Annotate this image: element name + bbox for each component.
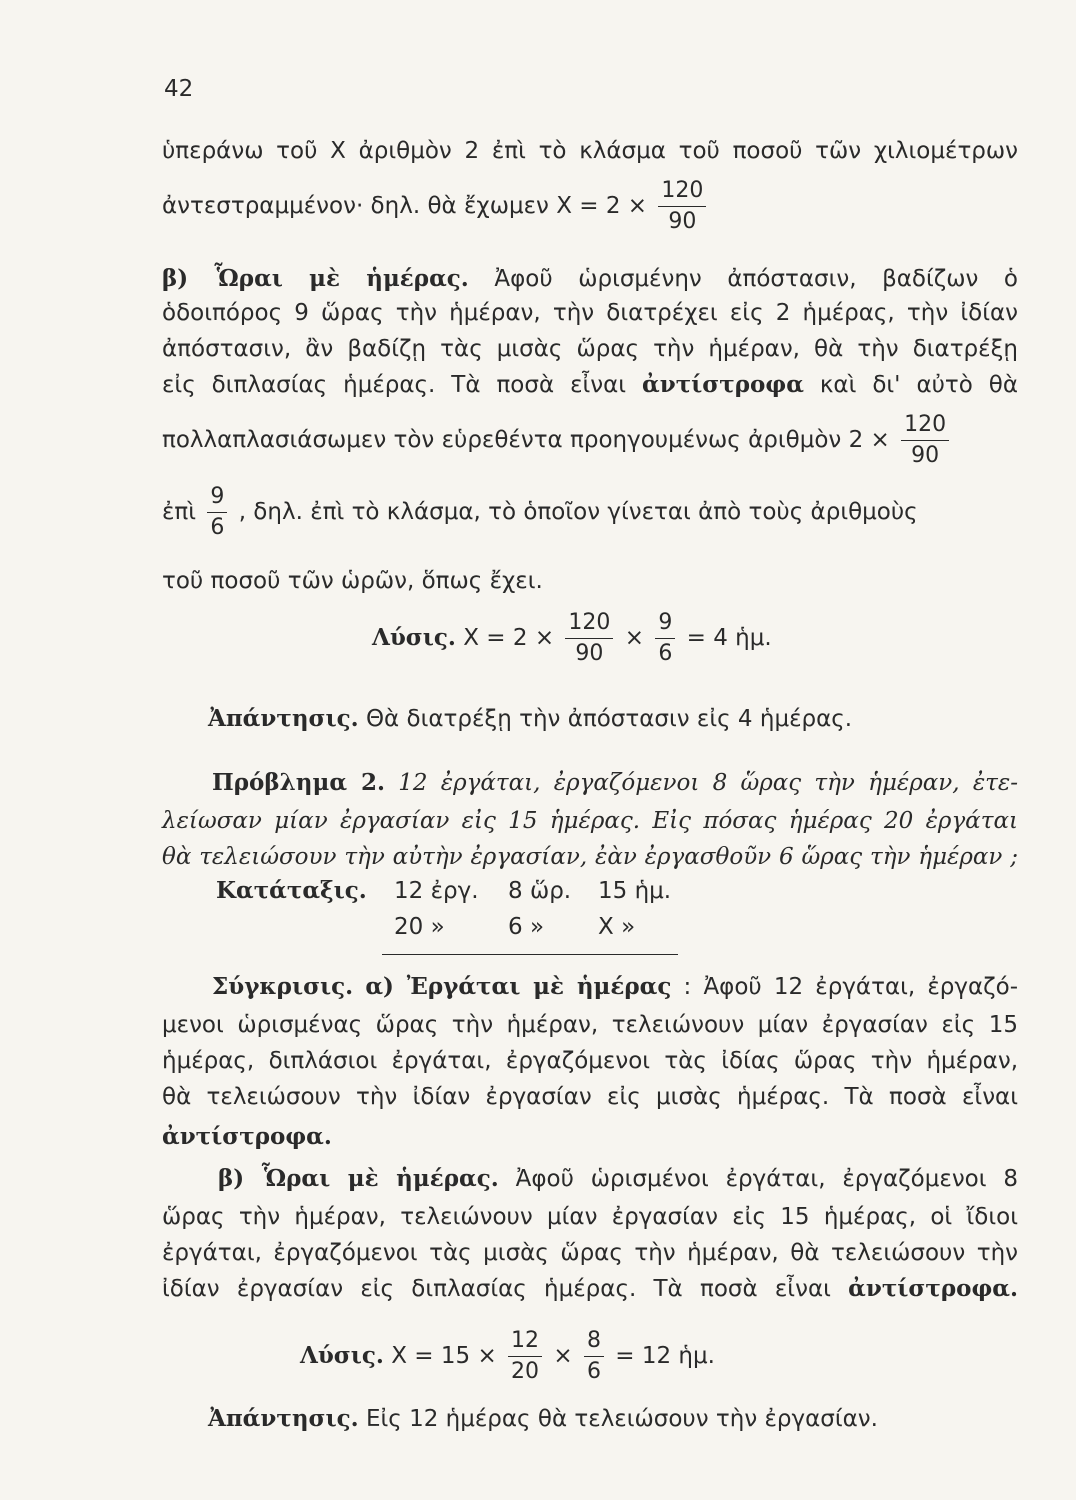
text-line: ἡμέρας, διπλάσιοι ἐργάται, ἐργαζόμενοι τὰς ἰδίας ὥρας τὴν ἡμέραν, [162,1048,1018,1074]
solution-line [300,1330,940,1383]
answer-label: Ἀπάντησις. [208,705,359,732]
page-number: 42 [164,76,194,102]
fraction-numerator: 120 [658,180,706,207]
comparison-label: Σύγκρισις. [212,973,354,1000]
text-line: ἐργάται, ἐργαζόμενοι τὰς μισὰς ὥρας τὴν ἡμέραν, θὰ τελειώσουν τὴν [162,1240,1018,1266]
arrangement-cell: 15 ἡμ. [598,878,672,904]
text-segment: πολλαπλασιάσωμεν τὸν εὑρεθέντα προηγουμένως ἀριθμὸν 2 × [162,427,890,453]
text-segment: ἐπὶ [162,499,197,525]
section-heading: β) Ὧραι μὲ ἡμέρας. [218,1165,499,1192]
expression-start: Χ = 2 × [463,625,555,651]
fraction-numerator: 120 [901,414,949,441]
solution-label: Λύσις. [300,1342,384,1369]
fraction [207,486,227,539]
fraction-denominator: 90 [911,443,940,468]
fraction-denominator: 90 [668,209,697,234]
text-segment: εἰς διπλασίας ἡμέρας. Τὰ ποσὰ εἶναι [162,372,627,398]
arrangement-cell: 12 ἐργ. [394,878,479,904]
fraction [655,612,675,665]
fraction [508,1330,542,1383]
fraction-numerator: 9 [655,612,675,639]
answer-line [208,704,1008,734]
fraction-denominator: 6 [586,1359,601,1384]
expression-start: Χ = 15 × [391,1343,497,1369]
solution-label: Λύσις. [372,624,456,651]
section-heading: β) Ὧραι μὲ ἡμέρας. [162,265,469,292]
fraction-denominator: 20 [511,1359,540,1384]
arrangement-cell: Χ » [598,914,636,940]
expression-result: = 4 ἡμ. [686,625,772,651]
text-line [162,264,1018,294]
text-segment: , δηλ. ἐπὶ τὸ κλάσμα, τὸ ὁποῖον γίνεται ἀπὸ τοὺς ἀριθμοὺς [238,499,918,525]
text-segment: Ἀφοῦ ὡρισμένοι ἐργάται, ἐργαζόμενοι 8 [515,1166,1019,1192]
answer-line [208,1404,1008,1434]
answer-text: Εἰς 12 ἡμέρας θὰ τελειώσουν τὴν ἐργασίαν. [365,1406,878,1432]
bold-term: ἀντίστροφα. [848,1275,1019,1302]
answer-label: Ἀπάντησις. [208,1405,359,1432]
problem-line: θὰ τελειώσουν τὴν αὐτὴν ἐργασίαν, ἐὰν ἐργασθοῦν 6 ὥρας τὴν ἡμέραν ; [162,844,1018,870]
bold-term: ἀντίστροφα [642,371,804,398]
problem-line [212,768,1018,798]
bold-term: ἀντίστροφα. [162,1123,332,1150]
fraction-numerator: 120 [565,612,613,639]
problem-label: Πρόβλημα 2. [212,769,385,796]
fraction [565,612,613,665]
fraction-numerator: 12 [508,1330,542,1357]
arrangement-cell: 20 » [394,914,445,940]
text-line [162,180,1018,233]
text-line: θὰ τελειώσουν τὴν ἰδίαν ἐργασίαν εἰς μισὰς ἡμέρας. Τὰ ποσὰ εἶναι [162,1084,1018,1110]
answer-text: Θὰ διατρέξῃ τὴν ἀπόστασιν εἰς 4 ἡμέρας. [365,706,853,732]
text-segment: ἀντεστραμμένον· δηλ. θὰ ἔχωμεν Χ = 2 × [162,193,648,219]
fraction-denominator: 6 [658,641,673,666]
text-line [162,1274,1018,1304]
text-line: ὥρας τὴν ἡμέραν, τελειώνουν μίαν ἐργασίαν εἰς 15 ἡμέρας, οἱ ἴδιοι [162,1204,1018,1230]
arrangement-label: Κατάταξις. [216,877,367,904]
comparison-subheading: α) Ἐργάται μὲ ἡμέρας [365,973,672,1000]
fraction [584,1330,604,1383]
text-segment: ἰδίαν ἐργασίαν εἰς διπλασίας ἡμέρας. Τὰ ποσὰ εἶναι [162,1276,831,1302]
problem-line: λείωσαν μίαν ἐργασίαν εἰς 15 ἡμέρας. Εἰς πόσας ἡμέρας 20 ἐργάται [162,808,1018,834]
arrangement-cell: 6 » [508,914,545,940]
fraction-denominator: 90 [575,641,604,666]
text-line: τοῦ ποσοῦ τῶν ὡρῶν, ὅπως ἔχει. [162,568,543,594]
fraction-denominator: 6 [210,515,225,540]
times-sign: × [553,1343,573,1369]
fraction [658,180,706,233]
fraction [901,414,949,467]
problem-text: 12 ἐργάται, ἐργαζόμενοι 8 ὥρας τὴν ἡμέραν, ἐτε- [398,770,1019,796]
times-sign: × [624,625,644,651]
fraction-numerator: 8 [584,1330,604,1357]
solution-line [372,612,932,665]
text-segment: : Ἀφοῦ 12 ἐργάται, ἐργαζό- [683,974,1019,1000]
text-line: ἀπόστασιν, ἂν βαδίζῃ τὰς μισὰς ὥρας τὴν ἡμέραν, θὰ τὴν διατρέξῃ [162,336,1018,362]
text-line: μενοι ὡρισμένας ὥρας τὴν ἡμέραν, τελειώνουν μίαν ἐργασίαν εἰς 15 [162,1012,1018,1038]
text-line [162,370,1018,400]
text-line: ὑπεράνω τοῦ Χ ἀριθμὸν 2 ἐπὶ τὸ κλάσμα τοῦ ποσοῦ τῶν χιλιομέτρων [162,138,1018,164]
text-line [162,414,1018,467]
arrangement-cell: 8 ὥρ. [508,878,572,904]
text-line [212,972,1018,1002]
fraction-numerator: 9 [207,486,227,513]
text-segment: Ἀφοῦ ὡρισμένην ἀπόστασιν, βαδίζων ὁ [494,266,1019,292]
text-segment: καὶ δι' αὐτὸ θὰ [819,372,1019,398]
divider-line [382,954,678,955]
text-line [218,1164,1018,1194]
expression-result: = 12 ἡμ. [615,1343,715,1369]
text-line: ὁδοιπόρος 9 ὥρας τὴν ἡμέραν, τὴν διατρέχει εἰς 2 ἡμέρας, τὴν ἰδίαν [162,300,1018,326]
text-line [162,486,1018,539]
